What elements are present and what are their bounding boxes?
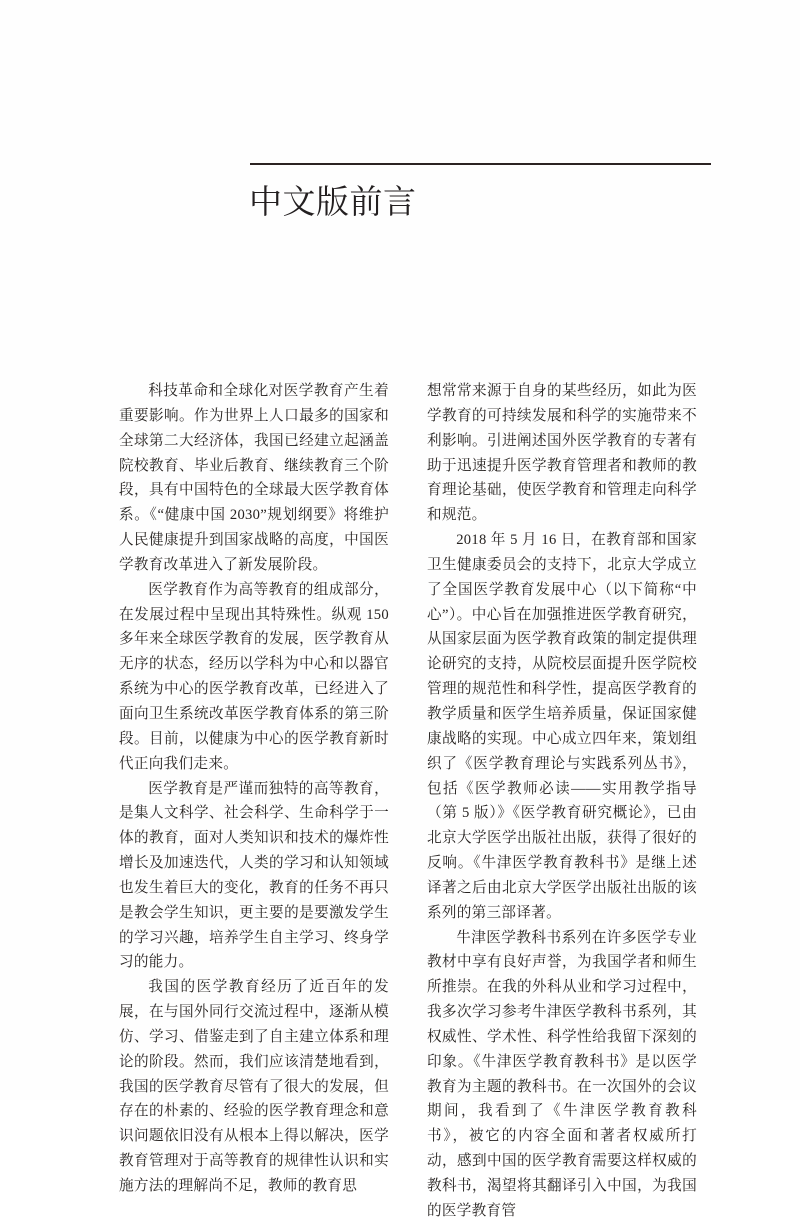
page-title: 中文版前言 <box>249 182 417 221</box>
paragraph: 我国的医学教育经历了近百年的发展，在与国外同行交流过程中，逐渐从模仿、学习、借鉴走到了自主建立体系和理论的阶段。然而，我们应该清楚地看到，我国的医学教育尽管有了很大的发展，但存在的朴素的、经验的医学教育理念和意识问题依旧没有从根本上得以解决，医学教育管理对于高等教育的规律性认识和实施方法的理解尚不足，教师的教育思 <box>119 979 389 1194</box>
paragraph: 医学教育是严谨而独特的高等教育，是集人文科学、社会科学、生命科学于一体的教育，面对人类知识和技术的爆炸性增长及加速迭代，人类的学习和认知领域也发生着巨大的变化，教育的任务不再只是教会学生知识，更主要的是要激发学生的学习兴趣，培养学生自主学习、终身学习的能力。 <box>119 780 389 971</box>
left-text-column <box>119 379 408 1194</box>
paragraph: 牛津医学教科书系列在许多医学专业教材中享有良好声誉，为我国学者和师生所推崇。在我的外科从业和学习过程中，我多次学习参考牛津医学教科书系列，其权威性、学术性、科学性给我留下深刻的印象。《牛津医学教育教科书》是以医学教育为主题的教科书。在一次国外的会议期间，我看到了《牛津医学教育教科书》，被它的内容全面和著者权威所打动，感到中国的医学教育需要这样权威的教科书，渴望将其翻译引入中国，为我国的医学教育管 <box>427 929 697 1219</box>
title-divider-rule <box>250 163 711 165</box>
paragraph: 科技革命和全球化对医学教育产生着重要影响。作为世界上人口最多的国家和全球第二大经济体，我国已经建立起涵盖院校教育、毕业后教育、继续教育三个阶段，具有中国特色的全球最大医学教育体系。《“健康中国 2030”规划纲要》将维护人民健康提升到国家战略的高度，中国医学教育改革进入了新发展阶段。 <box>119 383 389 573</box>
paragraph-continued: 想常常来源于自身的某些经历，如此为医学教育的可持续发展和科学的实施带来不利影响。引进阐述国外医学教育的专著有助于迅速提升医学教育管理者和教师的教育理论基础，使医学教育和管理走向科学和规范。 <box>427 383 697 524</box>
right-text-column <box>408 379 697 1219</box>
body-text-columns <box>119 379 697 1219</box>
paragraph: 医学教育作为高等教育的组成部分，在发展过程中呈现出其特殊性。纵观 150 多年来全球医学教育的发展，医学教育从无序的状态，经历以学科为中心和以器官系统为中心的医学教育改革，已经进入了面向卫生系统改革医学教育体系的第三阶段。目前，以健康为中心的医学教育新时代正向我们走来。 <box>119 581 389 772</box>
paragraph: 2018 年 5 月 16 日，在教育部和国家卫生健康委员会的支持下，北京大学成立了全国医学教育发展中心（以下简称“中心”）。中心旨在加强推进医学教育研究，从国家层面为医学教育政策的制定提供理论研究的支持，从院校层面提升医学院校管理的规范性和科学性，提高医学教育的教学质量和医学生培养质量，保证国家健康战略的实现。中心成立四年来，策划组织了《医学教育理论与实践系列丛书》，包括《医学教师必读——实用教学指导（第 5 版）》《医学教育研究概论》，已由北京大学医学出版社出版，获得了很好的反响。《牛津医学教育教科书》是继上述译著之后由北京大学医学出版社出版的该系列的第三部译著。 <box>427 532 697 921</box>
